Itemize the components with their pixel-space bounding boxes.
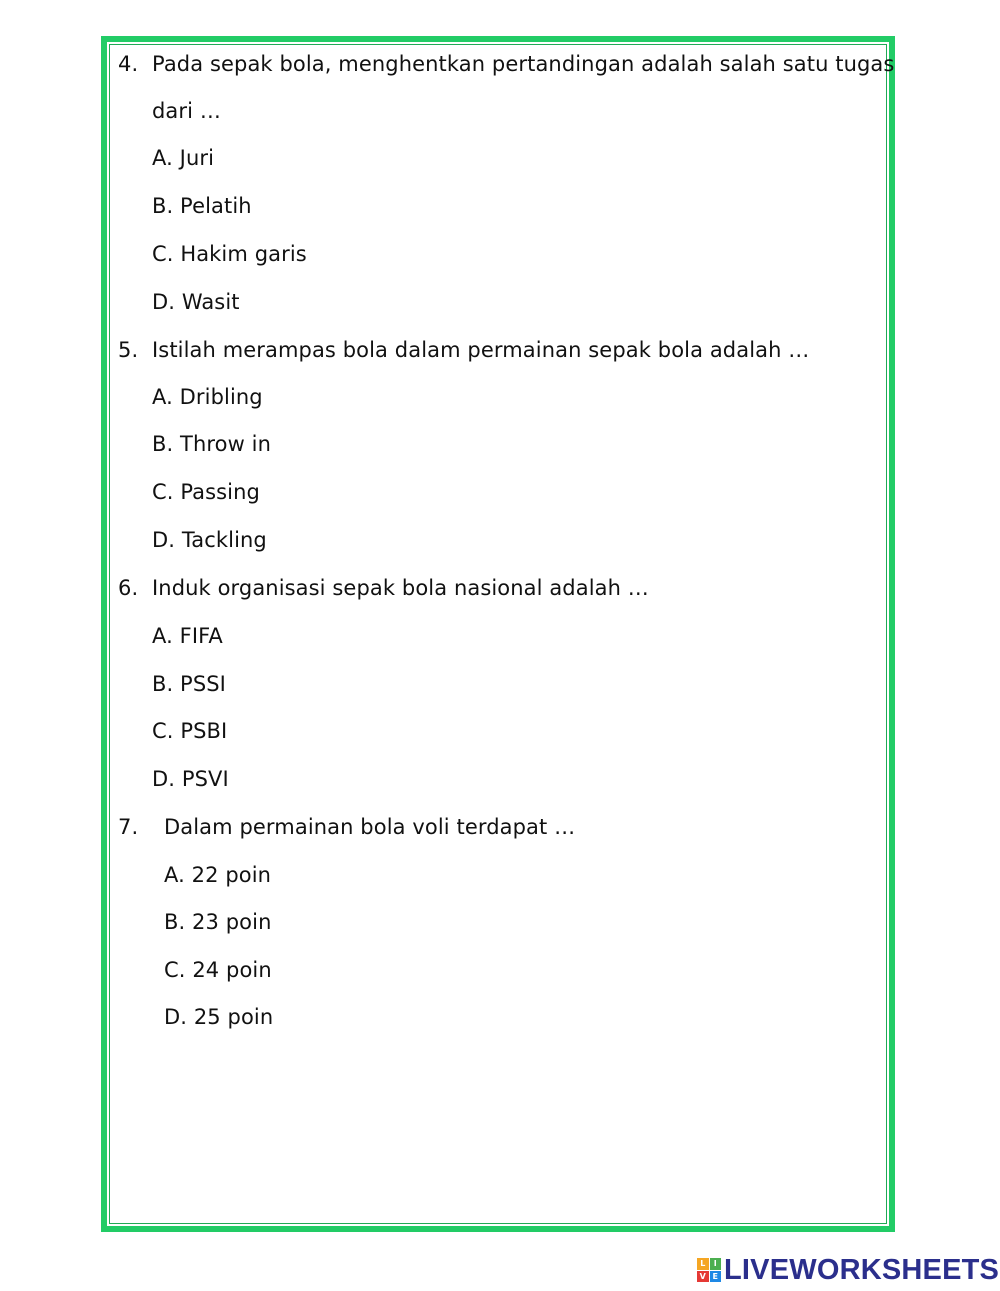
question-7-option-c[interactable]: C. 24 poin (164, 958, 272, 982)
question-4-option-a[interactable]: A. Juri (152, 146, 215, 170)
question-4-text-cont: dari … (152, 99, 221, 123)
liveworksheets-logo-text: LIVEWORKSHEETS (724, 1253, 1000, 1286)
question-4-number: 4. (118, 52, 139, 76)
question-5-option-b[interactable]: B. Throw in (152, 432, 272, 456)
question-6-option-c[interactable]: C. PSBI (152, 719, 228, 743)
question-4-option-d[interactable]: D. Wasit (152, 290, 240, 314)
question-5-option-d[interactable]: D. Tackling (152, 528, 267, 552)
question-5-text: Istilah merampas bola dalam permainan sepak bola adalah … (152, 338, 810, 362)
question-5-number: 5. (118, 338, 139, 362)
logo-letter-i: I (710, 1258, 722, 1270)
question-4-option-c[interactable]: C. Hakim garis (152, 242, 307, 266)
question-6-text: Induk organisasi sepak bola nasional adalah … (152, 576, 649, 600)
liveworksheets-logo[interactable] (697, 1254, 999, 1286)
question-4-text: Pada sepak bola, menghentkan pertandingan adalah salah satu tugas (152, 52, 895, 76)
logo-letter-e: E (710, 1271, 722, 1283)
question-5-option-a[interactable]: A. Dribling (152, 385, 263, 409)
question-6-option-a[interactable]: A. FIFA (152, 624, 223, 648)
question-7-option-a[interactable]: A. 22 poin (164, 863, 272, 887)
logo-letter-l: L (697, 1258, 709, 1270)
question-6-option-b[interactable]: B. PSSI (152, 672, 226, 696)
question-5-option-c[interactable]: C. Passing (152, 480, 260, 504)
liveworksheets-logo-icon (697, 1258, 721, 1282)
question-7-text: Dalam permainan bola voli terdapat … (164, 815, 576, 839)
question-6-option-d[interactable]: D. PSVI (152, 767, 229, 791)
logo-letter-v: V (697, 1271, 709, 1283)
question-6-number: 6. (118, 576, 139, 600)
question-4-option-b[interactable]: B. Pelatih (152, 194, 252, 218)
question-7-number: 7. (118, 815, 139, 839)
question-7-option-d[interactable]: D. 25 poin (164, 1005, 274, 1029)
question-7-option-b[interactable]: B. 23 poin (164, 910, 272, 934)
